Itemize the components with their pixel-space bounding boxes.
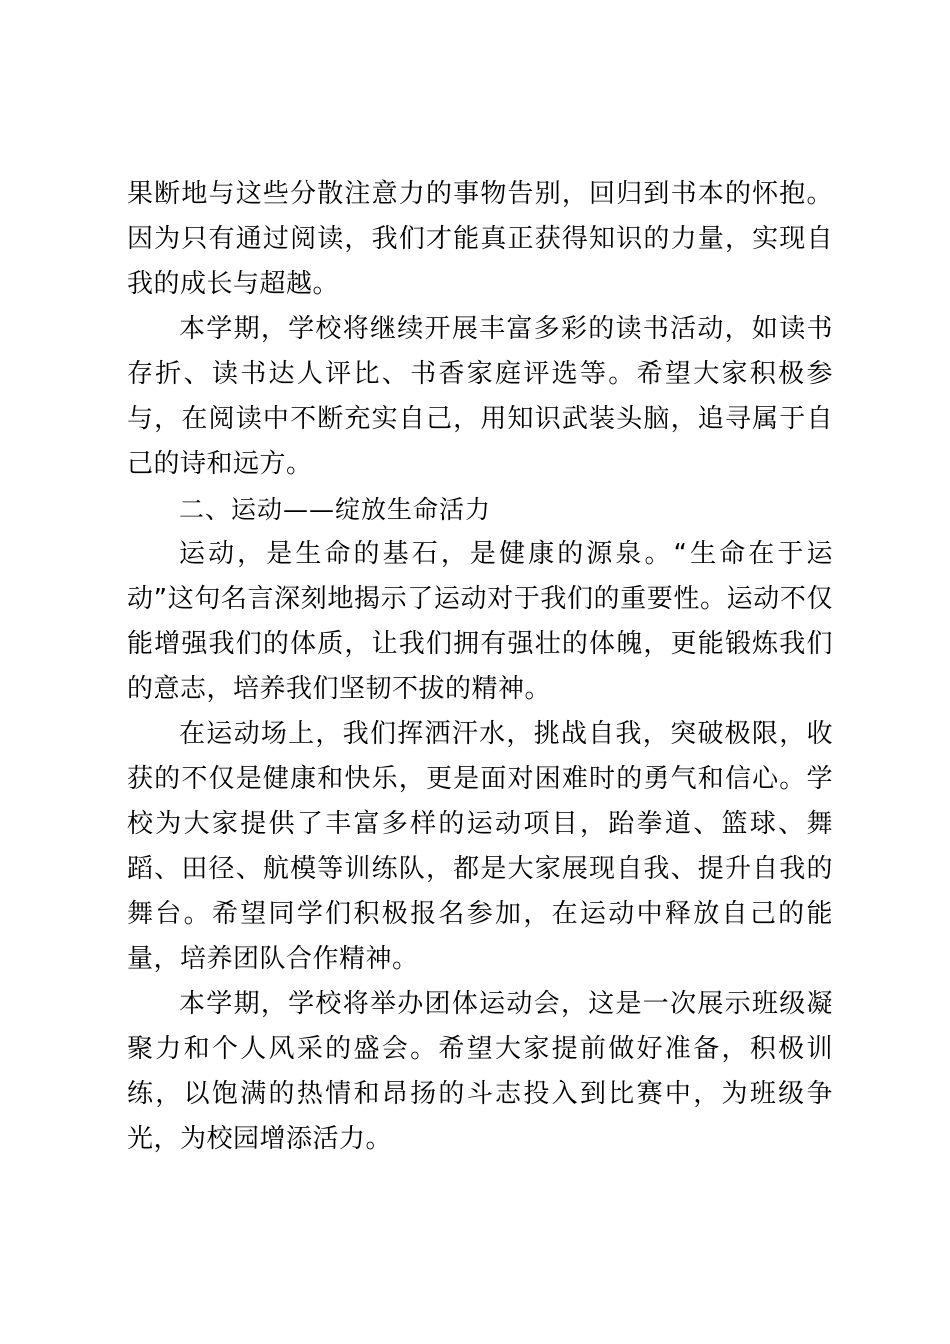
paragraph-sports-field: 在运动场上，我们挥洒汗水，挑战自我，突破极限，收获的不仅是健康和快乐，更是面对困难时的勇气和信心。学校为大家提供了丰富多样的运动项目，跆拳道、篮球、舞蹈、田径、航模等训练队，都是大家展现自我、提升自我的舞台。希望同学们积极报名参加，在运动中释放自己的能量，培养团队合作精神。 <box>127 719 833 974</box>
paragraph-sports-meet: 本学期，学校将举办团体运动会，这是一次展示班级凝聚力和个人风采的盛会。希望大家提前做好准备，积极训练，以饱满的热情和昂扬的斗志投入到比赛中，为班级争光，为校园增添活力。 <box>127 989 833 1154</box>
paragraph-sports-importance: 运动，是生命的基石，是健康的源泉。“生命在于运动”这句名言深刻地揭示了运动对于我们的重要性。运动不仅能增强我们的体质，让我们拥有强壮的体魄，更能锻炼我们的意志，培养我们坚韧不拔的精神。 <box>127 539 833 704</box>
document-body <box>127 172 833 1162</box>
section-heading-sports: 二、运动——绽放生命活力 <box>179 495 492 524</box>
paragraph-reading-continuation: 果断地与这些分散注意力的事物告别，回归到书本的怀抱。因为只有通过阅读，我们才能真正获得知识的力量，实现自我的成长与超越。 <box>127 179 833 299</box>
paragraph-reading-activities: 本学期，学校将继续开展丰富多彩的读书活动，如读书存折、读书达人评比、书香家庭评选等。希望大家积极参与，在阅读中不断充实自己，用知识武装头脑，追寻属于自己的诗和远方。 <box>127 314 833 479</box>
